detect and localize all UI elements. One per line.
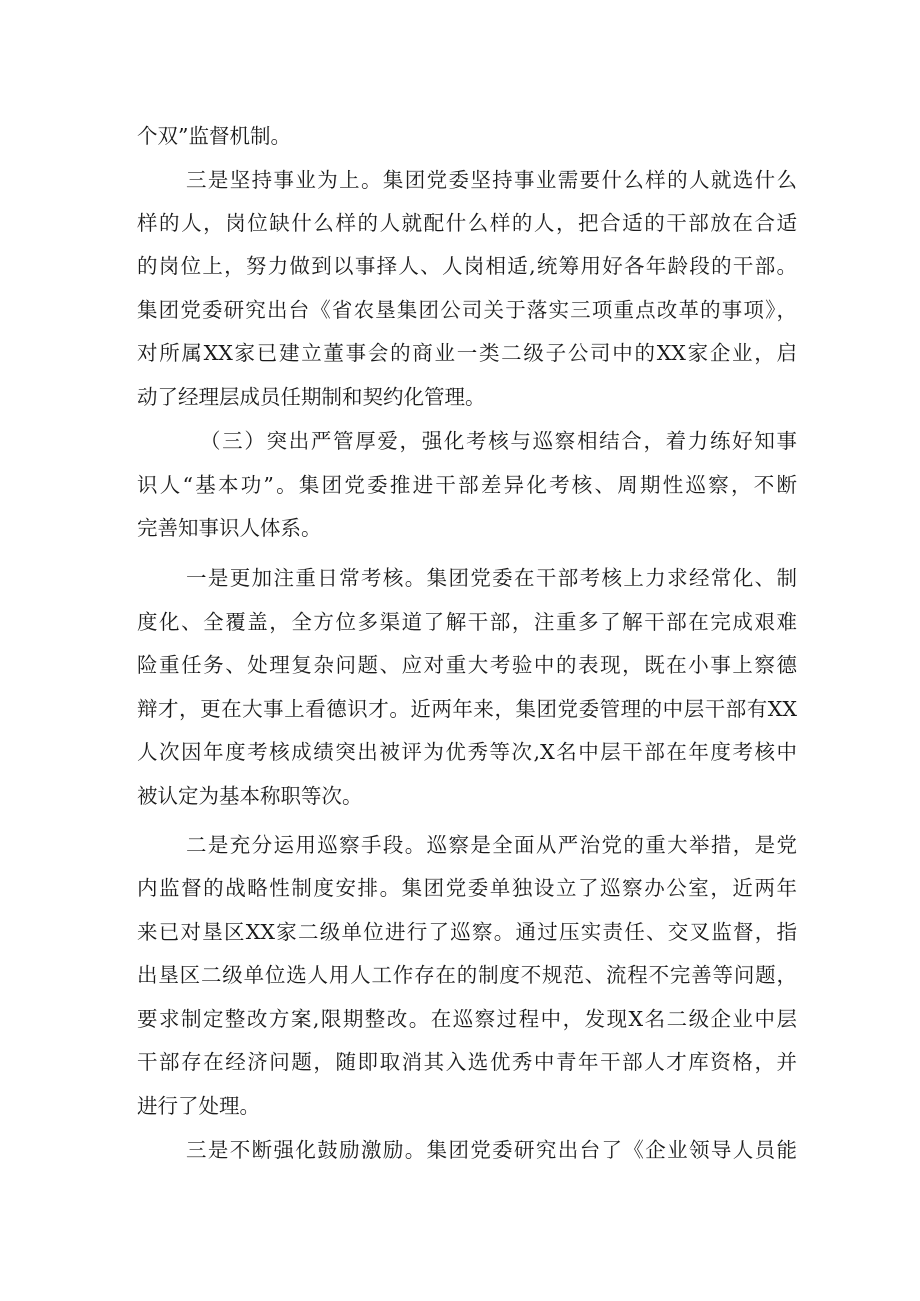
- paragraph-line: 完善知事识人体系。: [137, 516, 322, 540]
- paragraph-line: 被认定为基本称职等次。: [137, 784, 363, 808]
- paragraph-line: 干部存在经济问题，随即取消其入选优秀中青年干部人才库资格，并: [137, 1050, 797, 1074]
- paragraph-line: 要求制定整改方案,限期整改。在巡察过程中，发现X名二级企业中层: [137, 1007, 797, 1031]
- paragraph-line: 的岗位上，努力做到以事择人、人岗相适,统筹用好各年龄段的干部。: [137, 254, 797, 278]
- paragraph-line: 进行了处理。: [137, 1094, 260, 1118]
- paragraph-line: 度化、全覆盖，全方位多渠道了解干部，注重多了解干部在完成艰难: [137, 610, 797, 634]
- paragraph-line: 一是更加注重日常考核。集团党委在干部考核上力求经常化、制: [186, 566, 797, 590]
- paragraph-line: 二是充分运用巡察手段。巡察是全面从严治党的重大举措，是党: [186, 833, 797, 857]
- section-heading-line: （三）突出严管厚爱，强化考核与巡察相结合，着力练好知事: [200, 429, 797, 453]
- paragraph-line: 辩才，更在大事上看德识才。近两年来，集团党委管理的中层干部有XX: [137, 697, 797, 721]
- paragraph-line: 集团党委研究出台《省农垦集团公司关于落实三项重点改革的事项》，: [137, 298, 797, 322]
- paragraph-line: 三是不断强化鼓励激励。集团党委研究出台了《企业领导人员能: [186, 1138, 797, 1162]
- paragraph-line: 险重任务、处理复杂问题、应对重大考验中的表现，既在小事上察德: [137, 653, 797, 677]
- paragraph-line: 样的人，岗位缺什么样的人就配什么样的人，把合适的干部放在合适: [137, 211, 797, 235]
- paragraph-line: 个双”监督机制。: [137, 124, 291, 148]
- paragraph-line: 对所属XX家已建立董事会的商业一类二级子公司中的XX家企业，启: [137, 341, 797, 365]
- paragraph-line: 三是坚持事业为上。集团党委坚持事业需要什么样的人就选什么: [186, 168, 797, 192]
- paragraph-line: 来已对垦区XX家二级单位进行了巡察。通过压实责任、交叉监督，指: [137, 920, 797, 944]
- paragraph-line: 内监督的战略性制度安排。集团党委单独设立了巡察办公室，近两年: [137, 876, 797, 900]
- paragraph-line: 识人“基本功”。集团党委推进干部差异化考核、周期性巡察，不断: [137, 473, 797, 497]
- paragraph-line: 动了经理层成员任期制和契约化管理。: [137, 385, 486, 409]
- paragraph-line: 出垦区二级单位选人用人工作存在的制度不规范、流程不完善等问题，: [137, 963, 797, 987]
- paragraph-line: 人次因年度考核成绩突出被评为优秀等次,X名中层干部在年度考核中: [137, 740, 797, 764]
